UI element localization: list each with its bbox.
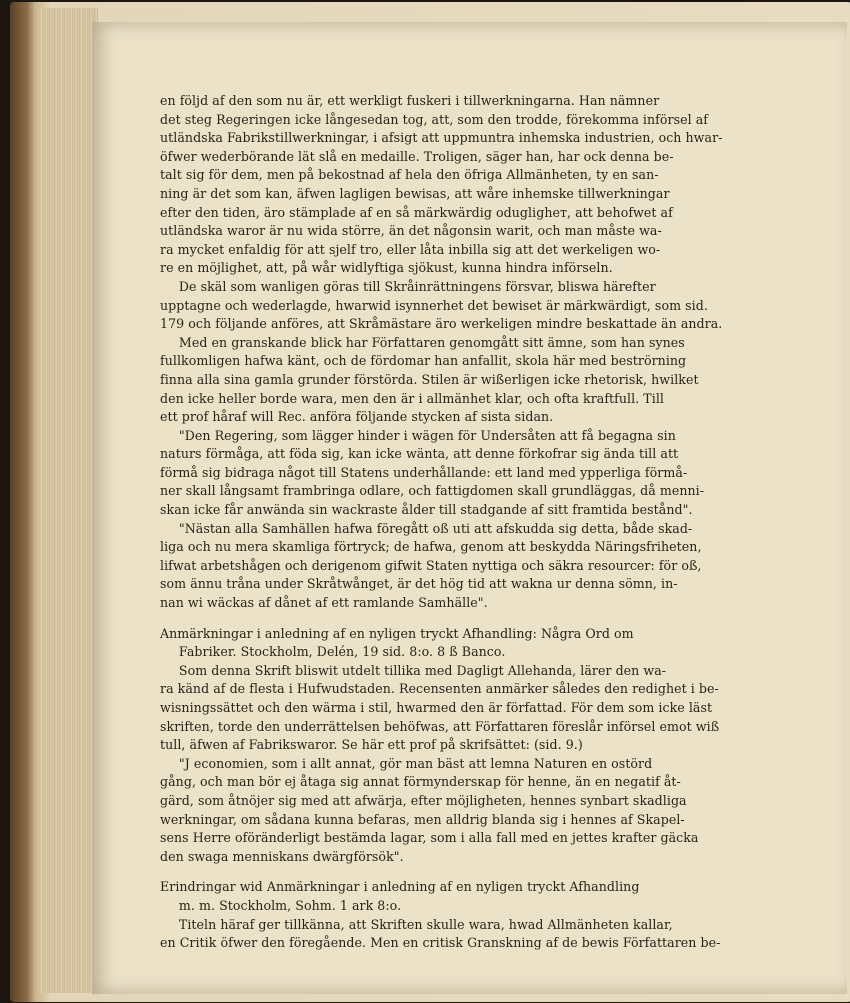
- text-line: werkningar, om sådana kunna befaras, men alldrig blanda sig i hennes af Skapel-: [160, 811, 685, 827]
- text-line: en följd af den som nu är, ett werkligt fuskeri i tillwerkningarna. Han nämner: [160, 93, 660, 108]
- text-line: liga och nu mera skamliga förtryck; de hafwa, genom att beskydda Näringsfriheten,: [160, 539, 702, 555]
- text-line: den icke heller borde wara, men den är i allmänhet klar, och ofta kraftfull. Till: [160, 390, 664, 406]
- text-line: re en möjlighet, att, på wår widlyftiga sjökust, kunna hindra införseln.: [160, 260, 613, 276]
- text-line: efter den tiden, äro stämplade af en så märkwärdig odugligheт, att behofwet af: [160, 204, 673, 220]
- text-line: sens Herre oföränderligt bestämda lagar, som i alla fall med en jettes krafter gäcka: [160, 830, 699, 846]
- text-line: skriften, torde den underrättelsen behöfwas, att Författaren föreslår införsel emot wiß: [160, 718, 720, 734]
- section-gap: [160, 866, 780, 878]
- heading-line: m. m. Stockholm, Sohm. 1 ark 8:o.: [178, 897, 402, 913]
- text-line: fullkomligen hafwa känt, och de fördomar han anfallit, skola här med beströrning: [160, 353, 687, 369]
- paragraph-6: [160, 662, 780, 755]
- text-line: öfwer wederbörande lät slå en medaille. Troligen, säger han, har ock denna be-: [160, 148, 674, 164]
- text-line: utländska waror är nu wida större, än det någonsin warit, och man måste wa-: [160, 223, 662, 239]
- text-line: ner skall långsamt frambringa odlare, och fattigdomen skall grundläggas, då menni-: [160, 483, 705, 499]
- text-line: "Den Regering, som lägger hinder i wägen för Undersåten att få begagna sin: [178, 427, 676, 443]
- paragraph-2: [160, 278, 780, 334]
- text-line: talt sig för dem, men på bekostnad af hela den öfriga Allmänheten, ty en san-: [160, 167, 659, 183]
- text-line: ett prof håraf will Rec. anföra följande stycken af sista sidan.: [160, 409, 554, 425]
- text-line: gärd, som åtnöjer sig med att afwärja, efter möjligheten, hennes synbart skadliga: [160, 792, 687, 808]
- text-line: De skäl som wanligen göras till Skråinrättningens försvar, bliswa härefter: [178, 278, 656, 294]
- heading-line: Anmärkningar i anledning af en nyligen tryckt Afhandling: Några Ord om: [160, 625, 634, 641]
- text-line: som ännu tråna under Skråtwånget, är det hög tid att wakna ur denna sömn, in-: [160, 576, 678, 592]
- paragraph-1: [160, 92, 780, 278]
- text-line: finna alla sina gamla grunder förstörda. Stilen är wißerligen icke rhetorisk, hwilket: [160, 371, 699, 387]
- quote-2: [160, 520, 780, 613]
- paragraph-3: [160, 334, 780, 427]
- text-line: tull, äfwen af Fabrikswaror. Se här ett prof på skrifsättet: (sid. 9.): [160, 737, 583, 753]
- text-line: Som denna Skrift bliswit utdelt tillika med Dagligt Allehanda, lärer den wa-: [178, 662, 667, 678]
- text-line: Titeln häraf ger tillkänna, att Skriften skulle wara, hwad Allmänheten kallar,: [178, 916, 673, 932]
- text-line: en Critik öfwer den föregående. Men en critisk Granskning af de bewis Författaren be-: [160, 935, 721, 951]
- text-line: "J economien, som i allt annat, gör man bäst att lemna Naturen en ostörd: [178, 755, 653, 771]
- text-line: gång, och man bör ej åtaga sig annat förmyndersкap för henne, än en negatif åt-: [160, 774, 681, 790]
- text-line: upptagne och wederlagde, hwarwid isynnerhet det bewiset är märkwärdigt, som sid.: [160, 297, 708, 313]
- review-heading-2: [160, 878, 780, 915]
- text-line: ning är det som kan, äfwen lagligen bewisas, att wåre inhemske tillwerkningar: [160, 185, 670, 201]
- text-line: 179 och följande anföres, att Skråmästare äro werkeligen mindre beskattade än andra.: [160, 316, 723, 332]
- text-line: skan icke får anwända sin wackraste ålder till stadgande af sitt framtida bestånd".: [160, 502, 693, 518]
- page-text: [160, 92, 780, 953]
- paragraph-8: [160, 916, 780, 953]
- text-line: "Nästan alla Samhällen hafwa föregått oß uti att afskudda sig detta, både skad-: [178, 520, 693, 536]
- text-line: nan wi wäckas af dånet af ett ramlande Samhälle".: [160, 595, 488, 611]
- text-line: utländska Fabrikstillwerkningar, i afsigt att uppmuntra inhemska industrien, och hwar-: [160, 130, 723, 146]
- text-line: naturs förmåga, att föda sig, kan icke wänta, att denne förkofrar sig ända till att: [160, 446, 679, 462]
- text-line: det steg Regeringen icke långesedan tog, att, som den trodde, förekomma införsel af: [160, 111, 708, 127]
- review-heading-1: [160, 625, 780, 662]
- quote-1: [160, 427, 780, 520]
- section-gap: [160, 613, 780, 625]
- text-line: ra känd af de flesta i Hufwudstaden. Recensenten anmärker således den redighet i be-: [160, 681, 719, 697]
- text-line: Med en granskande blick har Författaren genomgått sitt ämne, som han synes: [178, 334, 685, 350]
- quote-3: [160, 755, 780, 867]
- text-line: lifwat arbetshågen och derigenom gifwit Staten nyttiga och säkra resourcer: för oß,: [160, 557, 702, 573]
- text-line: wisningssättet och den wärma i stil, hwarmed den är författad. För dem som icke läst: [160, 700, 713, 715]
- heading-line: Erindringar wid Anmärkningar i anledning af en nyligen tryckt Afhandling: [160, 879, 640, 895]
- heading-line: Fabriker. Stockholm, Delén, 19 sid. 8:o. 8 ß Banco.: [178, 644, 506, 660]
- text-line: den swaga menniskans dwärgförsök".: [160, 848, 404, 864]
- text-line: ra mycket enfaldig för att sjelf tro, eller låta inbilla sig att det werkeligen wo-: [160, 241, 661, 257]
- text-line: förmå sig bidraga något till Statens underhållande: ett land med ypperliga förmå-: [160, 464, 688, 480]
- page-block-edge: [38, 8, 98, 993]
